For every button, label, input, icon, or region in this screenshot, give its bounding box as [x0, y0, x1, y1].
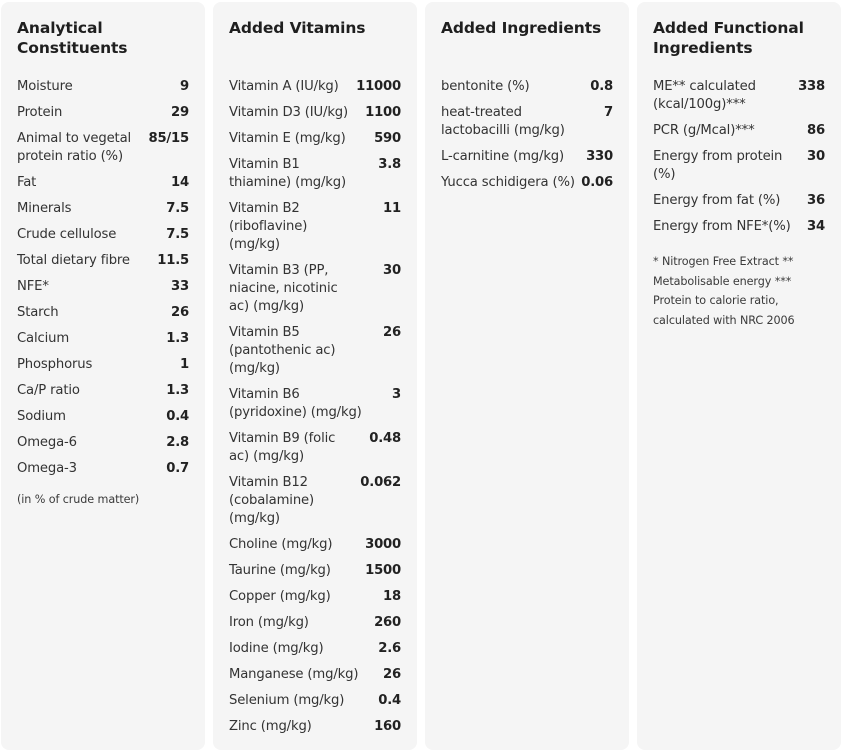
- list-item: [17, 226, 189, 244]
- footnote: * Nitrogen Free Extract ** Metabolisable energy *** Protein to calorie ratio, calculated with NRC 2006: [653, 255, 795, 327]
- row-label: L-carnitine (mg/kg): [441, 149, 565, 164]
- row-value: 26: [383, 325, 401, 340]
- row-value: 2.8: [166, 435, 189, 450]
- row-label: Choline (mg/kg): [229, 537, 333, 552]
- list-item: [653, 148, 825, 184]
- row-label: Sodium: [17, 409, 66, 424]
- row-label: Energy from protein (%): [653, 149, 783, 182]
- row-label: ME** calculated (kcal/100g)***: [653, 79, 756, 112]
- row-value: 3.8: [378, 157, 401, 172]
- row-value: 1.3: [166, 383, 189, 398]
- list-item: [17, 130, 189, 166]
- row-value: 29: [171, 105, 189, 120]
- row-value: 0.06: [581, 175, 613, 190]
- list-item: [229, 200, 401, 254]
- row-value: 11.5: [157, 253, 189, 268]
- row-value: 18: [383, 589, 401, 604]
- list-item: [17, 434, 189, 452]
- list-item: [17, 304, 189, 322]
- row-value: 30: [807, 149, 825, 164]
- added-functional-ingredients-panel: [637, 2, 841, 750]
- row-label: Vitamin B1 thiamine) (mg/kg): [229, 157, 347, 190]
- list-item: [229, 536, 401, 554]
- row-label: Energy from NFE*(%): [653, 219, 791, 234]
- row-label: Omega-6: [17, 435, 77, 450]
- row-label: Minerals: [17, 201, 72, 216]
- row-label: bentonite (%): [441, 79, 530, 94]
- added-vitamins-panel: [213, 2, 417, 750]
- list-item: [441, 78, 613, 96]
- row-value: 1500: [365, 563, 401, 578]
- row-label: PCR (g/Mcal)***: [653, 123, 755, 138]
- row-label: Iron (mg/kg): [229, 615, 309, 630]
- row-value: 7.5: [166, 227, 189, 242]
- list-item: [229, 692, 401, 710]
- row-value: 3000: [365, 537, 401, 552]
- row-value: 590: [374, 131, 401, 146]
- row-label: Copper (mg/kg): [229, 589, 331, 604]
- row-label: heat-treated lactobacilli (mg/kg): [441, 105, 565, 138]
- list-item: [17, 278, 189, 296]
- row-value: 26: [171, 305, 189, 320]
- row-label: Taurine (mg/kg): [229, 563, 331, 578]
- list-item: [229, 104, 401, 122]
- list-item: [229, 666, 401, 684]
- row-value: 11000: [356, 79, 401, 94]
- list-item: [17, 78, 189, 96]
- list-item: [17, 460, 189, 478]
- panel-title: Added Functional Ingredients: [653, 19, 804, 57]
- row-value: 14: [171, 175, 189, 190]
- row-label: Zinc (mg/kg): [229, 719, 312, 734]
- footnote: (in % of crude matter): [17, 493, 140, 506]
- functional-ingredients-list: [653, 78, 825, 236]
- row-value: 260: [374, 615, 401, 630]
- list-item: [17, 200, 189, 218]
- row-value: 0.8: [590, 79, 613, 94]
- row-value: 33: [171, 279, 189, 294]
- list-item: [229, 130, 401, 148]
- row-label: Omega-3: [17, 461, 77, 476]
- row-value: 86: [807, 123, 825, 138]
- row-value: 0.7: [166, 461, 189, 476]
- row-label: Animal to vegetal protein ratio (%): [17, 131, 132, 164]
- row-label: Vitamin B6 (pyridoxine) (mg/kg): [229, 387, 362, 420]
- row-label: Moisture: [17, 79, 73, 94]
- row-label: Ca/P ratio: [17, 383, 80, 398]
- list-item: [229, 386, 401, 422]
- row-label: Vitamin B5 (pantothenic ac) (mg/kg): [229, 325, 336, 376]
- list-item: [229, 430, 401, 466]
- row-value: 330: [586, 149, 613, 164]
- row-label: Yucca schidigera (%): [441, 175, 575, 190]
- list-item: [653, 218, 825, 236]
- row-value: 36: [807, 193, 825, 208]
- panel-title: Added Ingredients: [441, 19, 602, 37]
- row-label: Vitamin B9 (folic ac) (mg/kg): [229, 431, 336, 464]
- row-label: Total dietary fibre: [17, 253, 130, 268]
- list-item: [17, 330, 189, 348]
- row-label: Calcium: [17, 331, 70, 346]
- row-value: 1.3: [166, 331, 189, 346]
- list-item: [441, 148, 613, 166]
- list-item: [17, 408, 189, 426]
- row-label: Energy from fat (%): [653, 193, 781, 208]
- list-item: [17, 382, 189, 400]
- row-value: 7.5: [166, 201, 189, 216]
- list-item: [229, 156, 401, 192]
- row-value: 30: [383, 263, 401, 278]
- row-value: 3: [392, 387, 401, 402]
- added-ingredients-panel: [425, 2, 629, 750]
- list-item: [17, 356, 189, 374]
- list-item: [229, 562, 401, 580]
- ingredients-list: [441, 78, 613, 192]
- row-value: 338: [798, 79, 825, 94]
- row-value: 11: [383, 201, 401, 216]
- panel-title: Analytical Constituents: [17, 19, 128, 57]
- list-item: [17, 252, 189, 270]
- vitamins-list: [229, 78, 401, 736]
- list-item: [229, 324, 401, 378]
- row-value: 2.6: [378, 641, 401, 656]
- analytical-constituents-panel: [1, 2, 205, 750]
- row-label: Iodine (mg/kg): [229, 641, 324, 656]
- row-label: Selenium (mg/kg): [229, 693, 345, 708]
- row-value: 34: [807, 219, 825, 234]
- row-label: Vitamin D3 (IU/kg): [229, 105, 349, 120]
- row-value: 0.062: [360, 475, 401, 490]
- row-value: 160: [374, 719, 401, 734]
- row-value: 0.4: [378, 693, 401, 708]
- row-label: Manganese (mg/kg): [229, 667, 359, 682]
- row-value: 1100: [365, 105, 401, 120]
- panel-title: Added Vitamins: [229, 19, 366, 37]
- row-value: 0.4: [166, 409, 189, 424]
- list-item: [229, 78, 401, 96]
- list-item: [653, 192, 825, 210]
- list-item: [229, 474, 401, 528]
- row-value: 7: [604, 105, 613, 120]
- row-value: 26: [383, 667, 401, 682]
- row-value: 1: [180, 357, 189, 372]
- constituents-list: [17, 78, 189, 478]
- list-item: [653, 78, 825, 114]
- list-item: [17, 104, 189, 122]
- row-label: Vitamin B12 (cobalamine) (mg/kg): [229, 475, 314, 526]
- list-item: [229, 588, 401, 606]
- list-item: [229, 718, 401, 736]
- row-label: NFE*: [17, 279, 49, 294]
- list-item: [653, 122, 825, 140]
- row-label: Phosphorus: [17, 357, 93, 372]
- row-value: 9: [180, 79, 189, 94]
- list-item: [229, 614, 401, 632]
- row-label: Vitamin A (IU/kg): [229, 79, 339, 94]
- row-label: Crude cellulose: [17, 227, 117, 242]
- row-label: Starch: [17, 305, 59, 320]
- list-item: [441, 104, 613, 140]
- list-item: [441, 174, 613, 192]
- row-label: Vitamin B2 (riboflavine) (mg/kg): [229, 201, 308, 252]
- list-item: [17, 174, 189, 192]
- row-label: Vitamin B3 (PP, niacine, nicotinic ac) (mg/kg): [229, 263, 338, 314]
- row-label: Protein: [17, 105, 63, 120]
- row-value: 0.48: [369, 431, 401, 446]
- list-item: [229, 262, 401, 316]
- row-label: Fat: [17, 175, 37, 190]
- list-item: [229, 640, 401, 658]
- row-label: Vitamin E (mg/kg): [229, 131, 346, 146]
- row-value: 85/15: [148, 131, 189, 146]
